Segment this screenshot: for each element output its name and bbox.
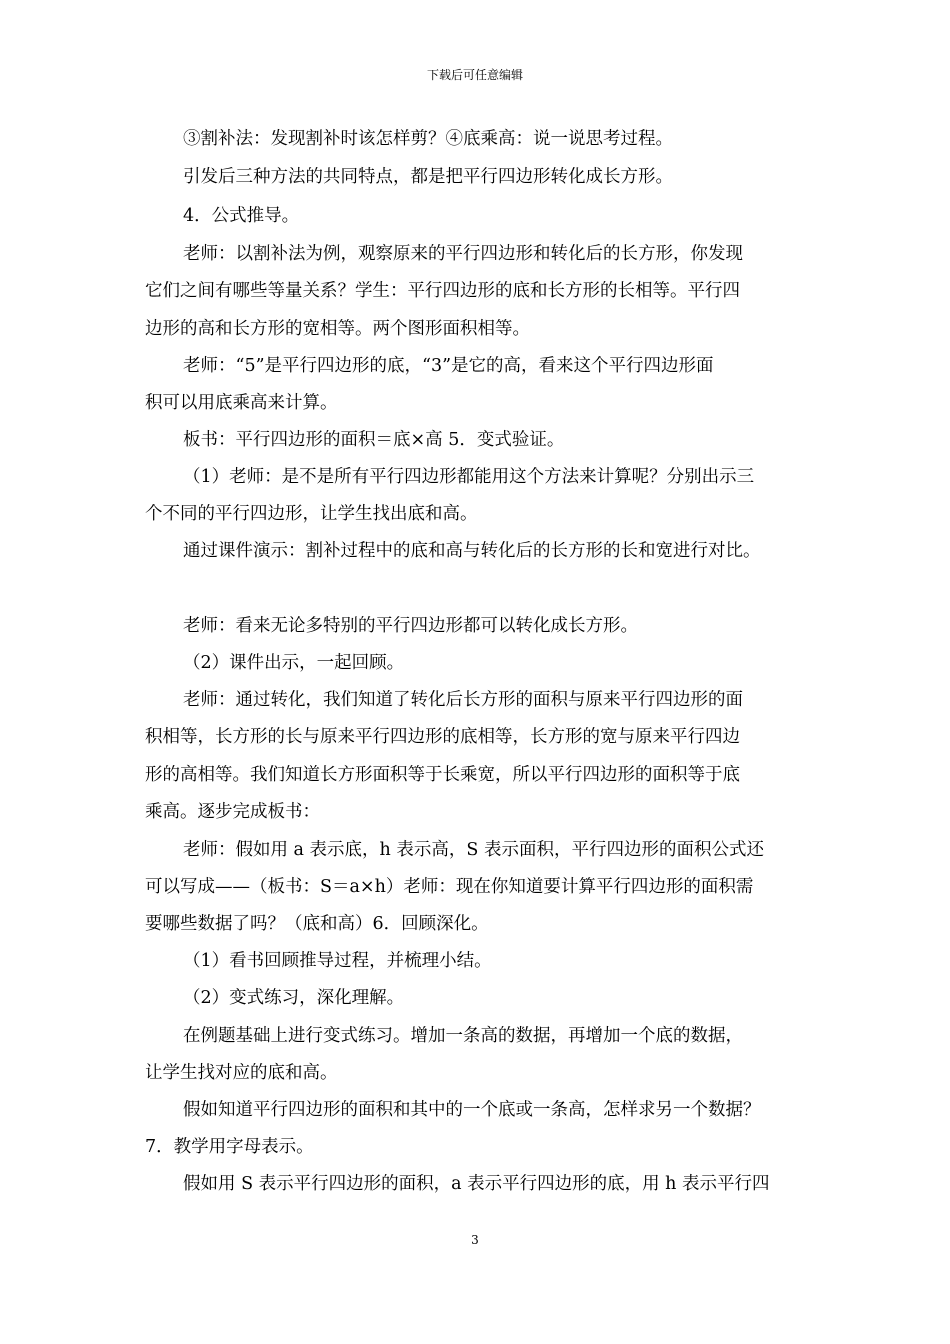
text-line: 积可以用底乘高来计算。 [145,393,338,413]
text-line: 积相等，长方形的长与原来平行四边形的底相等，长方形的宽与原来平行四边 [145,727,740,747]
text-line: （2）课件出示，一起回顾。 [183,653,405,673]
text-line: 7．教学用字母表示。 [145,1137,314,1157]
text-line: 假如用 S 表示平行四边形的面积，a 表示平行四边形的底，用 h 表示平行四 [183,1174,770,1194]
text-line: 个不同的平行四边形，让学生找出底和高。 [145,504,478,524]
text-line: （1）老师：是不是所有平行四边形都能用这个方法来计算呢？分别出示三 [183,467,755,487]
text-line: 老师：通过转化，我们知道了转化后长方形的面积与原来平行四边形的面 [183,690,743,710]
text-line: 可以写成——（板书：S＝a×h）老师：现在你知道要计算平行四边形的面积需 [145,877,754,897]
text-line: 乘高。逐步完成板书： [145,802,320,822]
text-line: ③割补法：发现割补时该怎样剪？④底乘高：说一说思考过程。 [183,129,673,149]
text-line: （2）变式练习，深化理解。 [183,988,405,1008]
text-line: 板书：平行四边形的面积＝底×高 5．变式验证。 [183,430,565,450]
text-line: 通过课件演示：割补过程中的底和高与转化后的长方形的长和宽进行对比。 [183,541,761,561]
text-line: 引发后三种方法的共同特点，都是把平行四边形转化成长方形。 [183,167,673,187]
text-line: 老师：“5”是平行四边形的底，“3”是它的高，看来这个平行四边形面 [183,356,714,376]
text-line: （1）看书回顾推导过程，并梳理小结。 [183,951,492,971]
text-line: 老师：假如用 a 表示底，h 表示高，S 表示面积，平行四边形的面积公式还 [183,840,764,860]
text-line: 在例题基础上进行变式练习。增加一条高的数据，再增加一个底的数据， [183,1026,743,1046]
text-line: 假如知道平行四边形的面积和其中的一个底或一条高，怎样求另一个数据？ [183,1100,761,1120]
text-line: 4．公式推导。 [183,206,300,226]
text-line: 老师：看来无论多特别的平行四边形都可以转化成长方形。 [183,616,638,636]
page-header: 下载后可任意编辑 [426,68,523,82]
page-number: 3 [471,1233,479,1247]
text-line: 让学生找对应的底和高。 [145,1063,338,1083]
text-line: 老师：以割补法为例，观察原来的平行四边形和转化后的长方形，你发现 [183,244,743,264]
text-line: 边形的高和长方形的宽相等。两个图形面积相等。 [145,319,530,339]
text-line: 形的高相等。我们知道长方形面积等于长乘宽，所以平行四边形的面积等于底 [145,765,740,785]
text-line: 要哪些数据了吗？（底和高）6．回顾深化。 [145,914,489,934]
text-line: 它们之间有哪些等量关系？学生：平行四边形的底和长方形的长相等。平行四 [145,281,740,301]
